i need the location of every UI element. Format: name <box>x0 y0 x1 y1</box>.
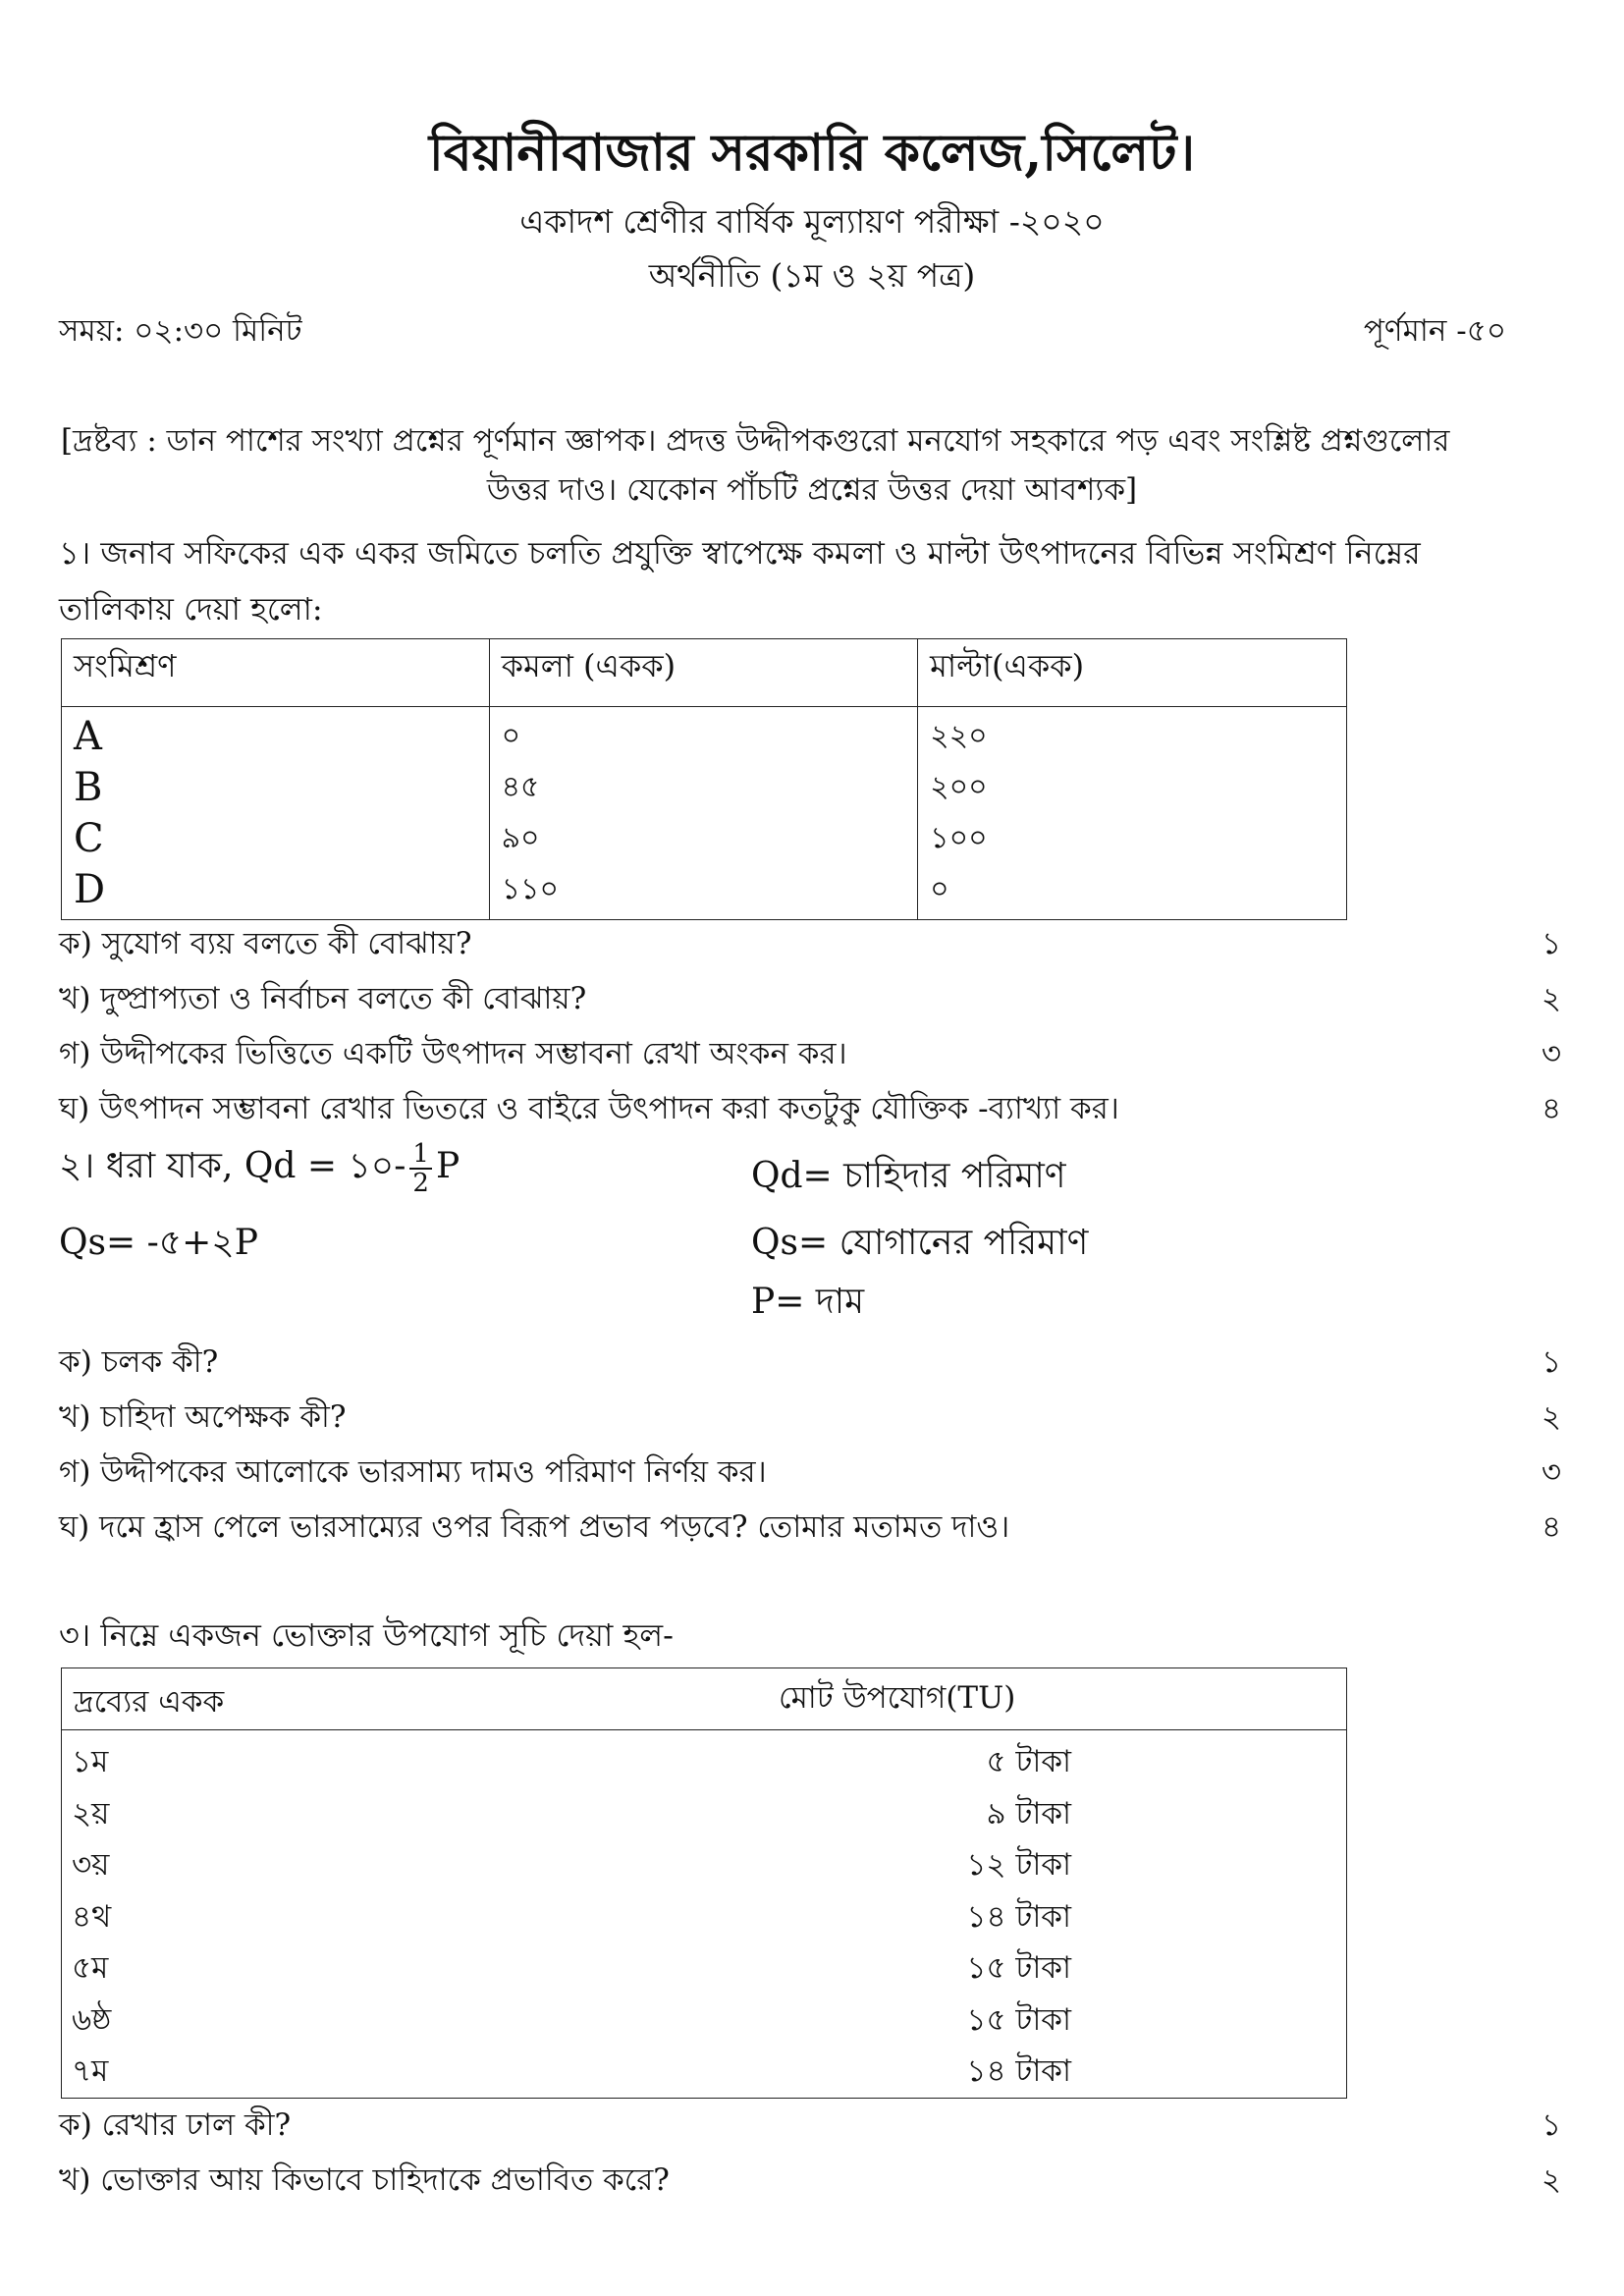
table-cell: ০ <box>930 872 949 906</box>
q2-qd-definition: Qd= চাহিদার পরিমাণ <box>751 1156 1066 1196</box>
table-cell: ০ <box>501 719 521 753</box>
q1-intro-line-2: তালিকায় দেয়া হলো: <box>59 590 323 628</box>
subject-title: অর্থনীতি (১ম ও ২য় পত্র) <box>648 256 976 295</box>
q2-part-gha-marks: ৪ <box>1541 1509 1562 1545</box>
q2-p-definition: P= দাম <box>751 1282 865 1322</box>
college-title: বিয়ানীবাজার সরকারি কলেজ,সিলেট। <box>428 123 1196 183</box>
table-cell: ৯০ <box>501 821 540 855</box>
q2-demand-equation <box>59 1139 460 1198</box>
q2-qs-definition: Qs= যোগানের পরিমাণ <box>751 1223 1089 1263</box>
q1-intro-line-1: ১। জনাব সফিকের এক একর জমিতে চলতি প্রযুক্তি স্বাপেক্ষে কমলা ও মাল্টা উৎপাদনের বিভিন্ন সংমিশ্রণ নিম্নের <box>59 534 1421 572</box>
q2-part-ga-marks: ৩ <box>1541 1454 1562 1490</box>
q2-fraction <box>409 1140 432 1197</box>
q3-part-ka-marks: ১ <box>1541 2107 1562 2143</box>
instruction-line-1: [দ্রষ্টব্য : ডান পাশের সংখ্যা প্রশ্নের পূর্ণমান জ্ঞাপক। প্রদত্ত উদ্দীপকগুরো মনযোগ সহকারে পড় এবং সংশ্লিষ্ট প্রশ্নগুলোর <box>61 423 1450 459</box>
table-cell: ২২০ <box>930 719 988 753</box>
table-row <box>62 1736 1346 1788</box>
fraction-numerator: 1 <box>409 1140 432 1170</box>
table-cell: ৯ টাকা <box>986 1795 1071 1831</box>
exam-title: একাদশ শ্রেণীর বার্ষিক মূল্যায়ণ পরীক্ষা -২০২০ <box>519 202 1105 241</box>
malta-column <box>918 707 1347 920</box>
q2-part-kha-marks: ২ <box>1541 1399 1562 1435</box>
instruction-line-2: উত্তর দাও। যেকোন পাঁচটি প্রশ্নের উত্তর দেয়া আবশ্যক] <box>486 472 1138 508</box>
table-cell: ১৫ টাকা <box>966 2001 1071 2038</box>
q1-part-ga: গ) উদ্দীপকের ভিত্তিতে একটি উৎপাদন সম্ভাবনা রেখা অংকন কর। <box>59 1036 847 1071</box>
q1-part-ka-marks: ১ <box>1541 926 1562 961</box>
q3-utility-table <box>61 1667 1347 2099</box>
q3-part-ka: ক) রেখার ঢাল কী? <box>59 2107 292 2143</box>
table-header-row <box>62 1668 1347 1730</box>
table-cell: D <box>74 867 106 912</box>
q1-part-gha-marks: ৪ <box>1541 1091 1562 1126</box>
q2-supply-equation: Qs= -৫+২P <box>59 1223 258 1263</box>
table-cell: ২য় <box>72 1795 110 1831</box>
full-marks: পূর্ণমান -৫০ <box>1363 313 1506 349</box>
q2-part-gha: ঘ) দমে হ্রাস পেলে ভারসাম্যের ওপর বিরূপ প্রভাব পড়বে? তোমার মতামত দাও। <box>59 1509 1010 1545</box>
q2-part-ka: ক) চলক কী? <box>59 1344 219 1380</box>
q1-part-kha-marks: ২ <box>1541 981 1562 1016</box>
exam-duration: সময়: ০২:৩০ মিনিট <box>59 313 302 349</box>
table-cell: ১৪ টাকা <box>966 1898 1071 1935</box>
table-cell: ১৪ টাকা <box>966 2053 1071 2089</box>
q1-part-ka: ক) সুযোগ ব্যয় বলতে কী বোঝায়? <box>59 926 472 961</box>
table-cell: ৭ম <box>72 2053 109 2089</box>
table-cell: ১১০ <box>501 872 560 906</box>
table-cell: ৫ম <box>72 1950 109 1986</box>
combo-column <box>62 707 490 920</box>
q2-part-ka-marks: ১ <box>1541 1344 1562 1380</box>
q3-part-kha-marks: ২ <box>1541 2162 1562 2198</box>
table-cell: ৬ষ্ঠ <box>72 2001 112 2038</box>
table-header-cell: মাল্টা(একক) <box>918 639 1347 707</box>
table-row <box>62 1788 1346 1840</box>
q2-qd-suffix: P <box>435 1146 460 1186</box>
table-row <box>62 1891 1346 1943</box>
table-cell: ১৫ টাকা <box>966 1950 1071 1986</box>
table-cell: ১২ টাকা <box>966 1847 1071 1883</box>
table-cell: A <box>74 714 102 759</box>
orange-column <box>489 707 918 920</box>
table-cell: ২০০ <box>930 770 988 804</box>
table-row <box>62 1839 1346 1891</box>
table-row <box>62 1995 1346 2047</box>
q3-part-kha: খ) ভোক্তার আয় কিভাবে চাহিদাকে প্রভাবিত করে? <box>59 2162 670 2198</box>
table-row <box>62 1942 1346 1995</box>
table-header-cell: কমলা (একক) <box>489 639 918 707</box>
q2-part-kha: খ) চাহিদা অপেক্ষক কী? <box>59 1399 347 1435</box>
q2-qd-prefix: ২। ধরা যাক, Qd = ১০- <box>59 1146 406 1186</box>
q1-part-ga-marks: ৩ <box>1541 1036 1562 1071</box>
q2-part-ga: গ) উদ্দীপকের আলোকে ভারসাম্য দামও পরিমাণ নির্ণয় কর। <box>59 1454 767 1490</box>
table-row <box>62 2046 1346 2098</box>
q3-intro: ৩। নিম্নে একজন ভোক্তার উপযোগ সূচি দেয়া হল- <box>59 1616 674 1654</box>
table-cell: ১ম <box>72 1744 109 1779</box>
table-cell: ৪৫ <box>501 770 540 804</box>
fraction-denominator: 2 <box>412 1169 429 1198</box>
table-cell: ৩য় <box>72 1847 110 1883</box>
table-cell: B <box>74 765 103 810</box>
table-cell: ১০০ <box>930 821 988 855</box>
q1-part-kha: খ) দুষ্প্রাপ্যতা ও নির্বাচন বলতে কী বোঝায়? <box>59 981 587 1016</box>
q1-part-gha: ঘ) উৎপাদন সম্ভাবনা রেখার ভিতরে ও বাইরে উৎপাদন করা কতটুকু যৌক্তিক -ব্যাখ্যা কর। <box>59 1091 1119 1126</box>
table-cell: ৪থ <box>72 1898 112 1935</box>
table-cell: ৫ টাকা <box>986 1744 1071 1779</box>
table-body <box>62 1730 1347 2099</box>
table-header-cell: সংমিশ্রণ <box>62 639 490 707</box>
header-unit: দ্রব্যের একক <box>74 1684 225 1720</box>
q1-production-table <box>61 638 1347 920</box>
table-cell: C <box>74 816 104 861</box>
header-total-utility: মোট উপযোগ(TU) <box>779 1680 1016 1716</box>
